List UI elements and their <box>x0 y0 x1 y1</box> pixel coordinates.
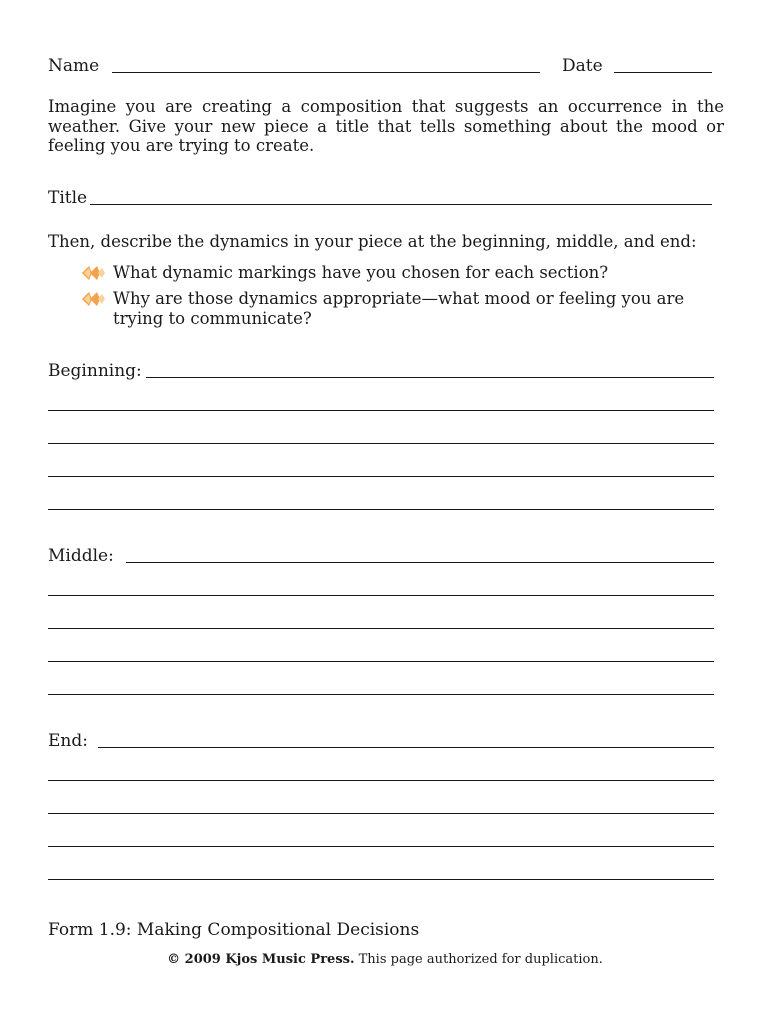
copyright-footer <box>0 952 770 968</box>
bullet-text-2: Why are those dynamics appropriate—what mood or feeling you are trying to communicate? <box>113 289 685 328</box>
bullet-item-2 <box>80 289 720 329</box>
beginning-line-2[interactable] <box>48 410 714 411</box>
title-line[interactable] <box>90 204 712 205</box>
middle-line-4[interactable] <box>48 661 714 662</box>
beginning-line-5[interactable] <box>48 509 714 510</box>
end-line-4[interactable] <box>48 846 714 847</box>
orange-dynamics-icon <box>80 264 106 282</box>
date-label: Date <box>562 56 603 76</box>
end-line-3[interactable] <box>48 813 714 814</box>
middle-label: Middle: <box>48 546 114 566</box>
end-line-5[interactable] <box>48 879 714 880</box>
end-label: End: <box>48 731 88 751</box>
beginning-line-1[interactable] <box>146 377 714 378</box>
middle-line-1[interactable] <box>126 562 714 563</box>
date-line[interactable] <box>614 72 712 73</box>
authorization-text: This page authorized for duplication. <box>358 952 603 967</box>
end-line-1[interactable] <box>98 747 714 748</box>
middle-line-2[interactable] <box>48 595 714 596</box>
name-label: Name <box>48 56 100 76</box>
dynamics-prompt: Then, describe the dynamics in your piece at the beginning, middle, and end: <box>48 232 697 251</box>
middle-line-5[interactable] <box>48 694 714 695</box>
end-line-2[interactable] <box>48 780 714 781</box>
bullet-text-1: What dynamic markings have you chosen for each section? <box>113 263 609 282</box>
instructions-paragraph: Imagine you are creating a composition that suggests an occurrence in the weather. Give your new piece a title that tells something about the mood or feeling you are trying to create. <box>48 97 724 155</box>
copyright-text: © 2009 Kjos Music Press. <box>167 952 355 967</box>
orange-dynamics-icon <box>80 290 106 308</box>
middle-line-3[interactable] <box>48 628 714 629</box>
name-line[interactable] <box>112 72 540 73</box>
title-label: Title <box>48 188 88 208</box>
form-caption: Form 1.9: Making Compositional Decisions <box>48 920 420 940</box>
beginning-line-4[interactable] <box>48 476 714 477</box>
bullet-item-1 <box>80 263 720 283</box>
beginning-label: Beginning: <box>48 361 142 381</box>
beginning-line-3[interactable] <box>48 443 714 444</box>
